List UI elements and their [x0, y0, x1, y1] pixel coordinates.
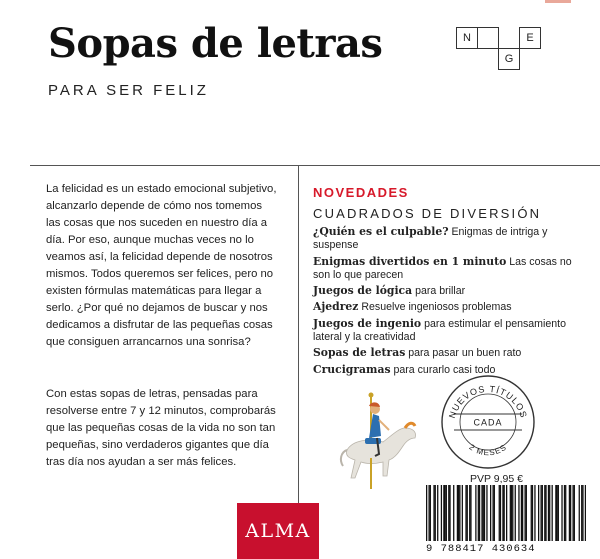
stamp-center-text: CADA	[473, 417, 503, 428]
book-title: Sopas de letras	[48, 20, 383, 67]
barcode-bar	[499, 485, 500, 541]
barcode-bar	[558, 485, 559, 541]
barcode-bar	[504, 485, 505, 541]
list-item: Juegos de lógica para brillar	[313, 284, 466, 298]
horizontal-divider	[30, 165, 600, 166]
barcode-bar	[548, 485, 549, 541]
top-edge-mark	[545, 0, 571, 3]
series-logo	[456, 27, 546, 81]
publisher-logo: ALMA	[237, 503, 319, 559]
isbn-number: 9 788417 430634	[426, 543, 536, 555]
logo-cell-n: N	[456, 27, 478, 49]
logo-cell-g: G	[498, 48, 520, 70]
barcode-bar	[579, 485, 580, 541]
barcode-bar	[581, 485, 582, 541]
barcode-bar	[565, 485, 566, 541]
barcode-bar	[540, 485, 541, 541]
barcode-bar	[569, 485, 570, 541]
novedades-heading: NOVEDADES	[313, 185, 409, 200]
barcode-bar	[483, 485, 484, 541]
barcode-bar	[449, 485, 450, 541]
barcode-bar	[582, 485, 583, 541]
barcode-bar	[518, 485, 519, 541]
barcode-bar	[524, 485, 525, 541]
list-item: Crucigramas para curarlo casi todo	[313, 362, 496, 376]
carousel-horse-illustration	[333, 392, 419, 490]
barcode-bar	[441, 485, 442, 541]
price-label: PVP 9,95 €	[470, 473, 523, 485]
barcode-bar	[459, 485, 460, 541]
barcode-bar	[453, 485, 454, 541]
barcode-bar	[437, 485, 438, 541]
barcode-bar	[532, 485, 533, 541]
barcode-bar	[500, 485, 501, 541]
barcode-bar	[561, 485, 562, 541]
barcode-bar	[552, 485, 553, 541]
barcode-bar	[510, 485, 511, 541]
barcode-bar	[433, 485, 434, 541]
barcode-bar	[570, 485, 571, 541]
novedades-list	[313, 225, 575, 379]
barcode-bar	[502, 485, 503, 541]
list-item: ¿Quién es el culpable? Enigmas de intriga y suspense	[313, 225, 548, 252]
barcode-bar	[544, 485, 545, 541]
novedades-subheading: CUADRADOS DE DIVERSIÓN	[313, 206, 542, 221]
barcode-bar	[564, 485, 565, 541]
barcode-bar	[486, 485, 487, 541]
barcode-bar	[446, 485, 447, 541]
new-titles-stamp	[440, 374, 536, 470]
svg-text:2 MESES	[468, 443, 509, 458]
barcode-bar	[428, 485, 429, 541]
barcode-bar	[444, 485, 445, 541]
barcode-bar	[426, 485, 427, 541]
barcode-bar	[492, 485, 493, 541]
barcode-bar	[526, 485, 527, 541]
barcode-bar	[457, 485, 458, 541]
barcode-bar	[470, 485, 471, 541]
barcode-bar	[479, 485, 480, 541]
list-item: Juegos de ingenio para estimular el pensamiento lateral y la creatividad	[313, 316, 566, 344]
barcode-bar	[481, 485, 482, 541]
barcode-bar	[585, 485, 586, 541]
barcode-bar	[467, 485, 468, 541]
barcode-bar	[534, 485, 535, 541]
barcode-bar	[469, 485, 470, 541]
stamp-top-text: NUEVOS TÍTULOS	[446, 383, 530, 420]
list-item: Sopas de letras para pasar un buen rato	[313, 346, 522, 360]
barcode-bar	[478, 485, 479, 541]
barcode-bar	[511, 485, 512, 541]
stamp-bottom-text: 2 MESES	[467, 442, 509, 458]
barcode-bar	[549, 485, 550, 541]
description-paragraph-2: Con estas sopas de letras, pensadas para resolverse entre 7 y 12 minutos, comprobarás que las pequeñas cosas de la vida no son tan pequeñas, sino verdaderos gigantes que día tras día nos ayudan a ser más felices.	[46, 388, 276, 468]
barcode-bar	[531, 485, 532, 541]
barcode-bar	[545, 485, 546, 541]
barcode-bar	[538, 485, 539, 541]
vertical-divider	[298, 165, 299, 559]
barcode-bar	[462, 485, 463, 541]
barcode-bar	[443, 485, 444, 541]
logo-cell-empty	[477, 27, 499, 49]
barcode-bar	[555, 485, 556, 541]
barcode-bar	[465, 485, 466, 541]
barcode-bar	[574, 485, 575, 541]
barcode-bar	[448, 485, 449, 541]
description-paragraph-1: La felicidad es un estado emocional subjetivo, alcanzarlo depende de cómo nos tomemos las cosas que nos suceden en nuestro día a día. Por eso, aunque muchas veces no lo veamos así, la felicidad depende de nosotros mismos. Todos queremos ser felices, pero no existen fórmulas matemáticas para llegar a serlo. ¿Por qué no dejamos de buscar y nos dedicamos a disfrutar de las pequeñas cosas que consiguen arrancarnos una sonrisa?	[46, 183, 277, 348]
barcode-bar	[435, 485, 436, 541]
barcode-bar	[484, 485, 485, 541]
barcode-bar	[494, 485, 495, 541]
barcode-bar	[430, 485, 431, 541]
isbn-barcode	[426, 485, 586, 545]
list-item: Ajedrez Resuelve ingeniosos problemas	[313, 300, 512, 314]
barcode-bar	[521, 485, 522, 541]
barcode-bar	[506, 485, 507, 541]
barcode-bar	[490, 485, 491, 541]
barcode-bar	[572, 485, 573, 541]
logo-cell-e: E	[519, 27, 541, 49]
barcode-bar	[458, 485, 459, 541]
barcode-bar	[556, 485, 557, 541]
barcode-bar	[512, 485, 513, 541]
list-item: Enigmas divertidos en 1 minuto Las cosas no son lo que parecen	[313, 254, 572, 281]
barcode-bar	[542, 485, 543, 541]
barcode-bar	[515, 485, 516, 541]
book-subtitle: PARA SER FELIZ	[48, 82, 209, 99]
barcode-bar	[475, 485, 476, 541]
barcode-bar	[522, 485, 523, 541]
